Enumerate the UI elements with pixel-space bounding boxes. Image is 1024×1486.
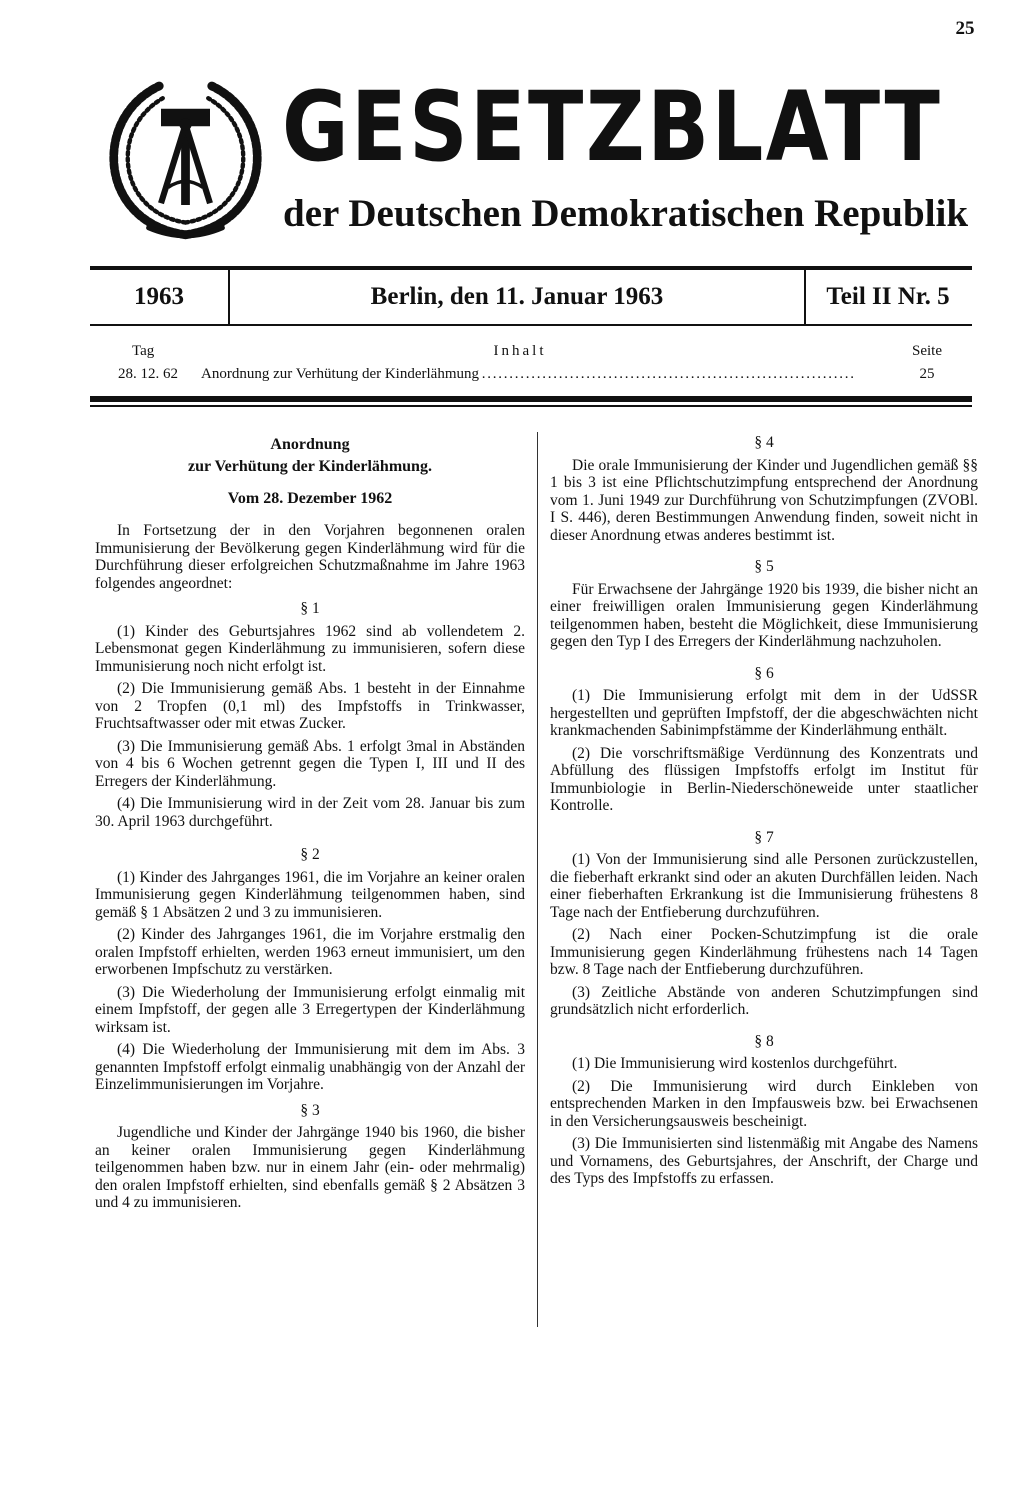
paragraph: (4) Die Immunisierung wird in der Zeit vom 28. Januar bis zum 30. April 1963 durchgeführt. xyxy=(95,795,525,830)
issue-place-date: Berlin, den 11. Januar 1963 xyxy=(228,270,806,324)
issue-number: Teil II Nr. 5 xyxy=(826,283,950,310)
paragraph: (3) Die Wiederholung der Immunisierung erfolgt einmalig mit einem Impfstoff, der gegen alle 3 Erregertypen der Kinderlähmung wirksam ist. xyxy=(95,983,525,1036)
toc-row-page: 25 xyxy=(919,366,935,382)
paragraph: (4) Die Wiederholung der Immunisierung mit dem im Abs. 3 genannten Impfstoff erfolgt einmalig unabhängig von der Anzahl der Einzelimmunisierungen im Vorjahre. xyxy=(95,1041,525,1093)
paragraph: (2) Kinder des Jahrganges 1961, die im Vorjahre erstmalig den oralen Impfstoff erhielten, werden 1963 erneut immunisiert, um den erworbenen Impfschutz zu verstärken. xyxy=(95,926,525,978)
paragraph: Jugendliche und Kinder der Jahrgänge 1940 bis 1960, die bisher an keiner oralen Immunisierung gegen Kinderlähmung teilgenommen haben bzw. nur in einem Jahr (ein- oder mehrmalig) den oralen Impfstoff erhielten, sind ebenfalls gemäß § 2 Absätzen 3 und 4 zu immunisieren. xyxy=(95,1124,525,1211)
toc-row-date: 28. 12. 62 xyxy=(118,366,178,382)
paragraph: (1) Die Immunisierung wird kostenlos durchgeführt. xyxy=(572,1055,898,1072)
column-divider xyxy=(537,432,538,1327)
page-number: 25 xyxy=(955,18,975,39)
paragraph: (3) Die Immunisierung gemäß Abs. 1 erfolgt 3mal in Abständen von 4 bis 6 Wochen getrennt gegen die Typen I, III und II des Erregers der Kinderlähmung. xyxy=(95,737,525,790)
divider-thick xyxy=(90,396,972,402)
paragraph: (2) Die vorschriftsmäßige Verdünnung des Konzentrats und Abfüllung des flüssigen Impfstoffs erfolgt im Institut für Immunbiologie in Berlin-Niederschöneweide unter staatlicher Kontrolle. xyxy=(550,744,978,814)
paragraph: (1) Die Immunisierung erfolgt mit dem in der UdSSR hergestellten und geprüften Impfstoff, der die abgeschwächten nicht krankmachenden Sabinimpfstämme der Kinderlähmung enthält. xyxy=(550,687,978,739)
section-heading: § 8 xyxy=(754,1032,774,1050)
section-heading: § 6 xyxy=(754,664,774,682)
article-date: Vom 28. Dezember 1962 xyxy=(227,490,393,507)
preamble: In Fortsetzung der in den Vorjahren begonnenen oralen Immunisierung der Bevölkerung gegen Kinderlähmung wird für die Durchführung dieser erfolgreichen Schutzmaßnahme im Jahre 1963 folgendes angeordnet: xyxy=(95,522,525,592)
issue-header-bar xyxy=(90,266,972,326)
masthead-subtitle: der Deutschen Demokratischen Republik xyxy=(283,192,969,235)
section-heading: § 5 xyxy=(754,558,774,575)
paragraph: (2) Die Immunisierung wird durch Einkleben von entsprechenden Marken in den Impfausweis bzw. bei Erwachsenen in den Versicherungsausweis bescheinigt. xyxy=(550,1077,978,1130)
paragraph: (2) Die Immunisierung gemäß Abs. 1 besteht in der Einnahme von 2 Tropfen (0,1 ml) des Impfstoffs in Trinkwasser, Fruchtsaftwasser oder mit etwas Zucker. xyxy=(95,680,525,732)
paragraph: (3) Zeitliche Abstände von anderen Schutzimpfungen sind grundsätzlich nicht erforderlich. xyxy=(550,983,978,1018)
paragraph: (1) Kinder des Geburtsjahres 1962 sind ab vollendetem 2. Lebensmonat gegen Kinderlähmung zu immunisieren, sofern diese Immunisierung noch nicht erfolgt ist. xyxy=(95,622,525,675)
paragraph: Für Erwachsene der Jahrgänge 1920 bis 1939, die bisher nicht an einer freiwilligen oralen Immunisierung gegen Kinderlähmung teilgenommen haben, besteht die Möglichkeit, diese Immunisierung gegen den Typ I des Erregers der Kinderlähmung nachzuholen. xyxy=(550,580,978,650)
section-heading: § 4 xyxy=(754,434,774,451)
section-heading: § 2 xyxy=(300,846,320,863)
toc-column-tag: Tag xyxy=(132,343,155,359)
paragraph: (3) Die Immunisierten sind listenmäßig mit Angabe des Namens und Vornamens, des Geburtsjahres, der Anschrift, der Charge und des Typs des Impfstoffs zu erfassen. xyxy=(550,1135,978,1187)
paragraph: (2) Nach einer Pocken-Schutzimpfung ist die orale Immunisierung gegen Kinderlähmung frühestens nach 14 Tagen bzw. 8 Tage nach der Entfieberung durchzuführen. xyxy=(550,926,978,978)
article-column-left xyxy=(95,432,525,1217)
section-heading: § 7 xyxy=(754,828,774,846)
article-title-line2: zur Verhütung der Kinderlähmung. xyxy=(188,458,432,475)
masthead-title: GESETZBLATT xyxy=(282,71,943,183)
section-heading: § 3 xyxy=(300,1101,320,1119)
issue-year: 1963 xyxy=(134,283,184,310)
toc-column-seite: Seite xyxy=(912,343,942,359)
toc-row-title[interactable]: Anordnung zur Verhütung der Kinderlähmung . . . xyxy=(201,364,876,384)
paragraph: Die orale Immunisierung der Kinder und Jugendlichen gemäß §§ 1 bis 3 ist eine Pflichtschutzimpfung entsprechend der Anordnung vom 1. Juni 1949 zur Durchführung von Schutzimpfungen (ZVOBl. I S. 446), deren Bestimmungen Anwendung finden, soweit nicht in dieser Anordnung etwas anderes bestimmt ist. xyxy=(550,456,978,544)
article-column-right xyxy=(550,432,978,1193)
divider-thin xyxy=(90,405,972,407)
paragraph: (1) Kinder des Jahrganges 1961, die im Vorjahre an keiner oralen Immunisierung gegen Kinderlähmung teilgenommen haben, sind gemäß § 1 Absätzen 2 und 3 zu immunisieren. xyxy=(95,868,525,921)
paragraph: (1) Von der Immunisierung sind alle Personen zurückzustellen, die fieberhaft erkrankt sind oder an akuten Durchfällen leiden. Nach einer fieberhaften Erkrankung ist die Immunisierung frühestens 8 Tage nach der Entfieberung durchzuführen. xyxy=(550,851,978,921)
article-title-line1: Anordnung xyxy=(270,436,350,453)
gdr-state-emblem-icon xyxy=(98,72,273,247)
toc-column-inhalt: Inhalt xyxy=(493,343,547,359)
section-heading: § 1 xyxy=(300,600,320,617)
